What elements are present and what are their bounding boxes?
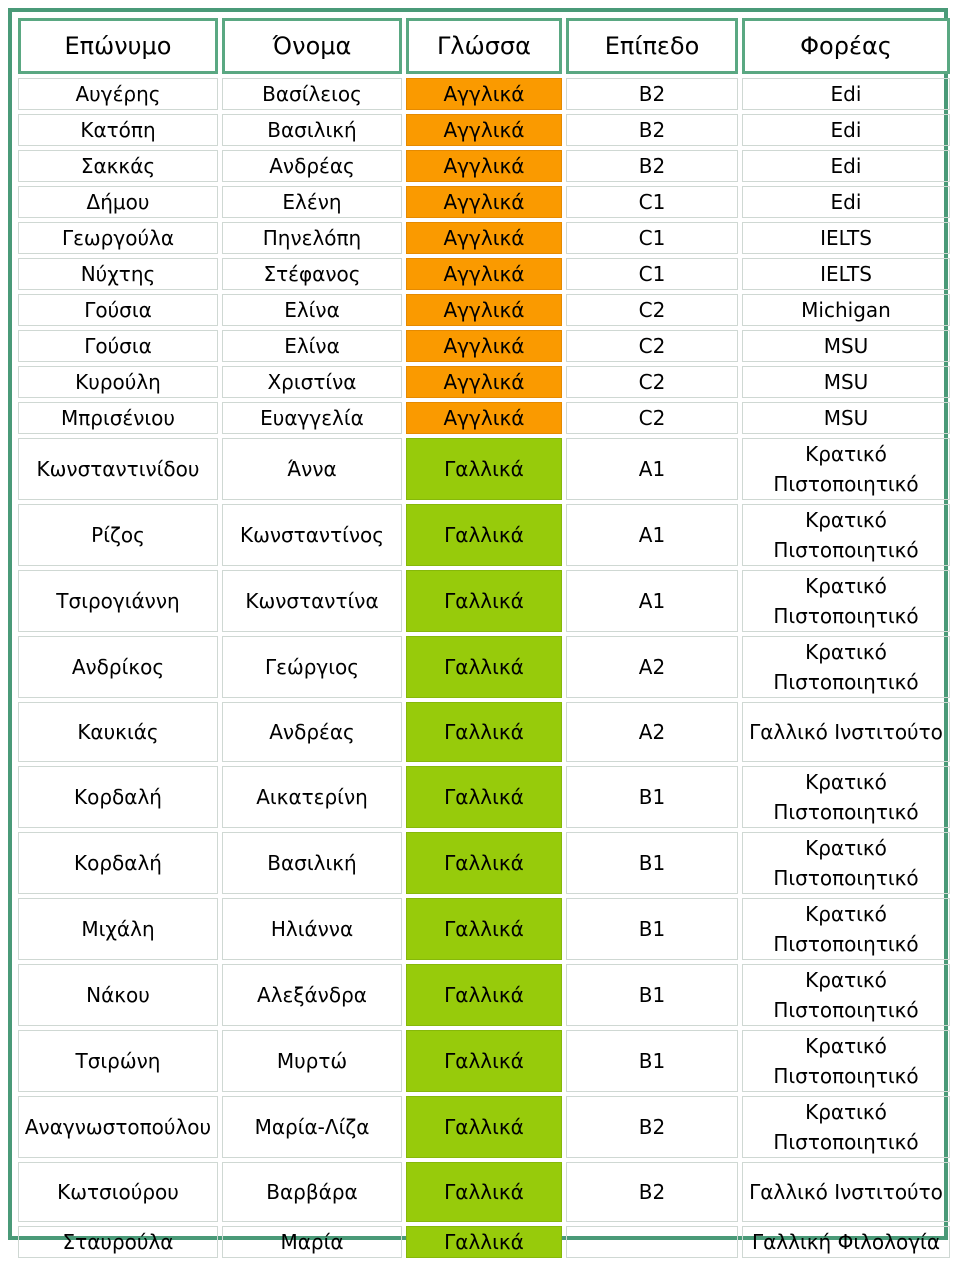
surname-cell: Μιχάλη [18, 898, 218, 960]
table-row [18, 1096, 950, 1158]
provider-cell: Κρατικό Πιστοποιητικό [742, 832, 950, 894]
table-row [18, 1226, 950, 1258]
header-name: Όνομα [222, 18, 402, 74]
provider-cell: Γαλλικό Ινστιτούτο [742, 702, 950, 762]
language-cell: Αγγλικά [406, 222, 562, 254]
language-cell: Γαλλικά [406, 898, 562, 960]
table-row [18, 222, 950, 254]
surname-cell: Κορδαλή [18, 766, 218, 828]
level-cell: C1 [566, 186, 738, 218]
language-cell: Γαλλικά [406, 1226, 562, 1258]
header-level: Επίπεδο [566, 18, 738, 74]
language-cell: Γαλλικά [406, 1030, 562, 1092]
language-cell: Γαλλικά [406, 570, 562, 632]
level-cell [566, 1226, 738, 1258]
language-cell: Γαλλικά [406, 636, 562, 698]
provider-cell: IELTS [742, 222, 950, 254]
language-cell: Γαλλικά [406, 504, 562, 566]
level-cell: B1 [566, 766, 738, 828]
table-body [18, 78, 950, 1258]
name-cell: Κωνσταντίνα [222, 570, 402, 632]
surname-cell: Ρίζος [18, 504, 218, 566]
provider-cell: MSU [742, 366, 950, 398]
language-cell: Γαλλικά [406, 702, 562, 762]
surname-cell: Γεωργούλα [18, 222, 218, 254]
surname-cell: Σακκάς [18, 150, 218, 182]
surname-cell: Καυκιάς [18, 702, 218, 762]
level-cell: A2 [566, 702, 738, 762]
name-cell: Ανδρέας [222, 150, 402, 182]
name-cell: Βαρβάρα [222, 1162, 402, 1222]
level-cell: B2 [566, 114, 738, 146]
language-cell: Γαλλικά [406, 964, 562, 1026]
table-row [18, 366, 950, 398]
provider-cell: Κρατικό Πιστοποιητικό [742, 898, 950, 960]
name-cell: Άννα [222, 438, 402, 500]
level-cell: A1 [566, 438, 738, 500]
name-cell: Μαρία [222, 1226, 402, 1258]
table-row [18, 330, 950, 362]
provider-cell: Michigan [742, 294, 950, 326]
table-row [18, 114, 950, 146]
table-row [18, 570, 950, 632]
name-cell: Ελένη [222, 186, 402, 218]
surname-cell: Ανδρίκος [18, 636, 218, 698]
level-cell: A2 [566, 636, 738, 698]
level-cell: C1 [566, 258, 738, 290]
provider-cell: Κρατικό Πιστοποιητικό [742, 636, 950, 698]
table-row [18, 832, 950, 894]
surname-cell: Σταυρούλα [18, 1226, 218, 1258]
surname-cell: Κωτσιούρου [18, 1162, 218, 1222]
language-cell: Αγγλικά [406, 114, 562, 146]
provider-cell: Κρατικό Πιστοποιητικό [742, 1030, 950, 1092]
level-cell: B2 [566, 78, 738, 110]
provider-cell: Κρατικό Πιστοποιητικό [742, 504, 950, 566]
table-row [18, 150, 950, 182]
level-cell: A1 [566, 570, 738, 632]
language-cell: Αγγλικά [406, 402, 562, 434]
provider-cell: IELTS [742, 258, 950, 290]
surname-cell: Νάκου [18, 964, 218, 1026]
header-surname: Επώνυμο [18, 18, 218, 74]
level-cell: B2 [566, 150, 738, 182]
table-row [18, 766, 950, 828]
language-cell: Αγγλικά [406, 150, 562, 182]
language-cell: Γαλλικά [406, 1162, 562, 1222]
table-row [18, 964, 950, 1026]
language-cell: Γαλλικά [406, 766, 562, 828]
surname-cell: Γούσια [18, 294, 218, 326]
language-cell: Αγγλικά [406, 330, 562, 362]
language-cell: Γαλλικά [406, 438, 562, 500]
table-row [18, 702, 950, 762]
provider-cell: MSU [742, 402, 950, 434]
level-cell: B1 [566, 1030, 738, 1092]
table-row [18, 898, 950, 960]
header-row [18, 18, 950, 74]
table-row [18, 636, 950, 698]
name-cell: Μυρτώ [222, 1030, 402, 1092]
language-cell: Γαλλικά [406, 832, 562, 894]
table-row [18, 1030, 950, 1092]
provider-cell: Κρατικό Πιστοποιητικό [742, 1096, 950, 1158]
surname-cell: Αυγέρης [18, 78, 218, 110]
provider-cell: Κρατικό Πιστοποιητικό [742, 964, 950, 1026]
level-cell: B2 [566, 1162, 738, 1222]
provider-cell: Edi [742, 114, 950, 146]
level-cell: A1 [566, 504, 738, 566]
table-row [18, 438, 950, 500]
provider-cell: Κρατικό Πιστοποιητικό [742, 570, 950, 632]
name-cell: Βασιλική [222, 832, 402, 894]
provider-cell: Κρατικό Πιστοποιητικό [742, 438, 950, 500]
level-cell: B1 [566, 898, 738, 960]
level-cell: C2 [566, 294, 738, 326]
language-cell: Αγγλικά [406, 258, 562, 290]
name-cell: Αικατερίνη [222, 766, 402, 828]
header-provider: Φορέας [742, 18, 950, 74]
surname-cell: Γούσια [18, 330, 218, 362]
language-cell: Γαλλικά [406, 1096, 562, 1158]
level-cell: C2 [566, 402, 738, 434]
surname-cell: Νύχτης [18, 258, 218, 290]
language-cell: Αγγλικά [406, 294, 562, 326]
name-cell: Χριστίνα [222, 366, 402, 398]
table-row [18, 78, 950, 110]
name-cell: Βασίλειος [222, 78, 402, 110]
language-cell: Αγγλικά [406, 78, 562, 110]
provider-cell: Edi [742, 78, 950, 110]
surname-cell: Κυρούλη [18, 366, 218, 398]
surname-cell: Τσιρογιάννη [18, 570, 218, 632]
provider-cell: Edi [742, 150, 950, 182]
provider-cell: Γαλλική Φιλολογία [742, 1226, 950, 1258]
name-cell: Μαρία-Λίζα [222, 1096, 402, 1158]
header-language: Γλώσσα [406, 18, 562, 74]
name-cell: Πηνελόπη [222, 222, 402, 254]
provider-cell: Γαλλικό Ινστιτούτο [742, 1162, 950, 1222]
surname-cell: Τσιρώνη [18, 1030, 218, 1092]
table-row [18, 402, 950, 434]
table-row [18, 186, 950, 218]
level-cell: B2 [566, 1096, 738, 1158]
name-cell: Ελίνα [222, 330, 402, 362]
provider-cell: Edi [742, 186, 950, 218]
name-cell: Ελίνα [222, 294, 402, 326]
surname-cell: Κατόπη [18, 114, 218, 146]
name-cell: Γεώργιος [222, 636, 402, 698]
name-cell: Στέφανος [222, 258, 402, 290]
surname-cell: Κορδαλή [18, 832, 218, 894]
level-cell: B1 [566, 832, 738, 894]
surname-cell: Μπρισένιου [18, 402, 218, 434]
surname-cell: Δήμου [18, 186, 218, 218]
name-cell: Ανδρέας [222, 702, 402, 762]
name-cell: Αλεξάνδρα [222, 964, 402, 1026]
name-cell: Ευαγγελία [222, 402, 402, 434]
certificates-table [14, 14, 954, 1262]
level-cell: C2 [566, 330, 738, 362]
provider-cell: MSU [742, 330, 950, 362]
name-cell: Κωνσταντίνος [222, 504, 402, 566]
level-cell: B1 [566, 964, 738, 1026]
surname-cell: Κωνσταντινίδου [18, 438, 218, 500]
level-cell: C1 [566, 222, 738, 254]
name-cell: Ηλιάννα [222, 898, 402, 960]
language-cell: Αγγλικά [406, 186, 562, 218]
provider-cell: Κρατικό Πιστοποιητικό [742, 766, 950, 828]
language-cell: Αγγλικά [406, 366, 562, 398]
table-row [18, 1162, 950, 1222]
name-cell: Βασιλική [222, 114, 402, 146]
table-row [18, 504, 950, 566]
table-row [18, 258, 950, 290]
surname-cell: Αναγνωστοπούλου [18, 1096, 218, 1158]
table-row [18, 294, 950, 326]
level-cell: C2 [566, 366, 738, 398]
